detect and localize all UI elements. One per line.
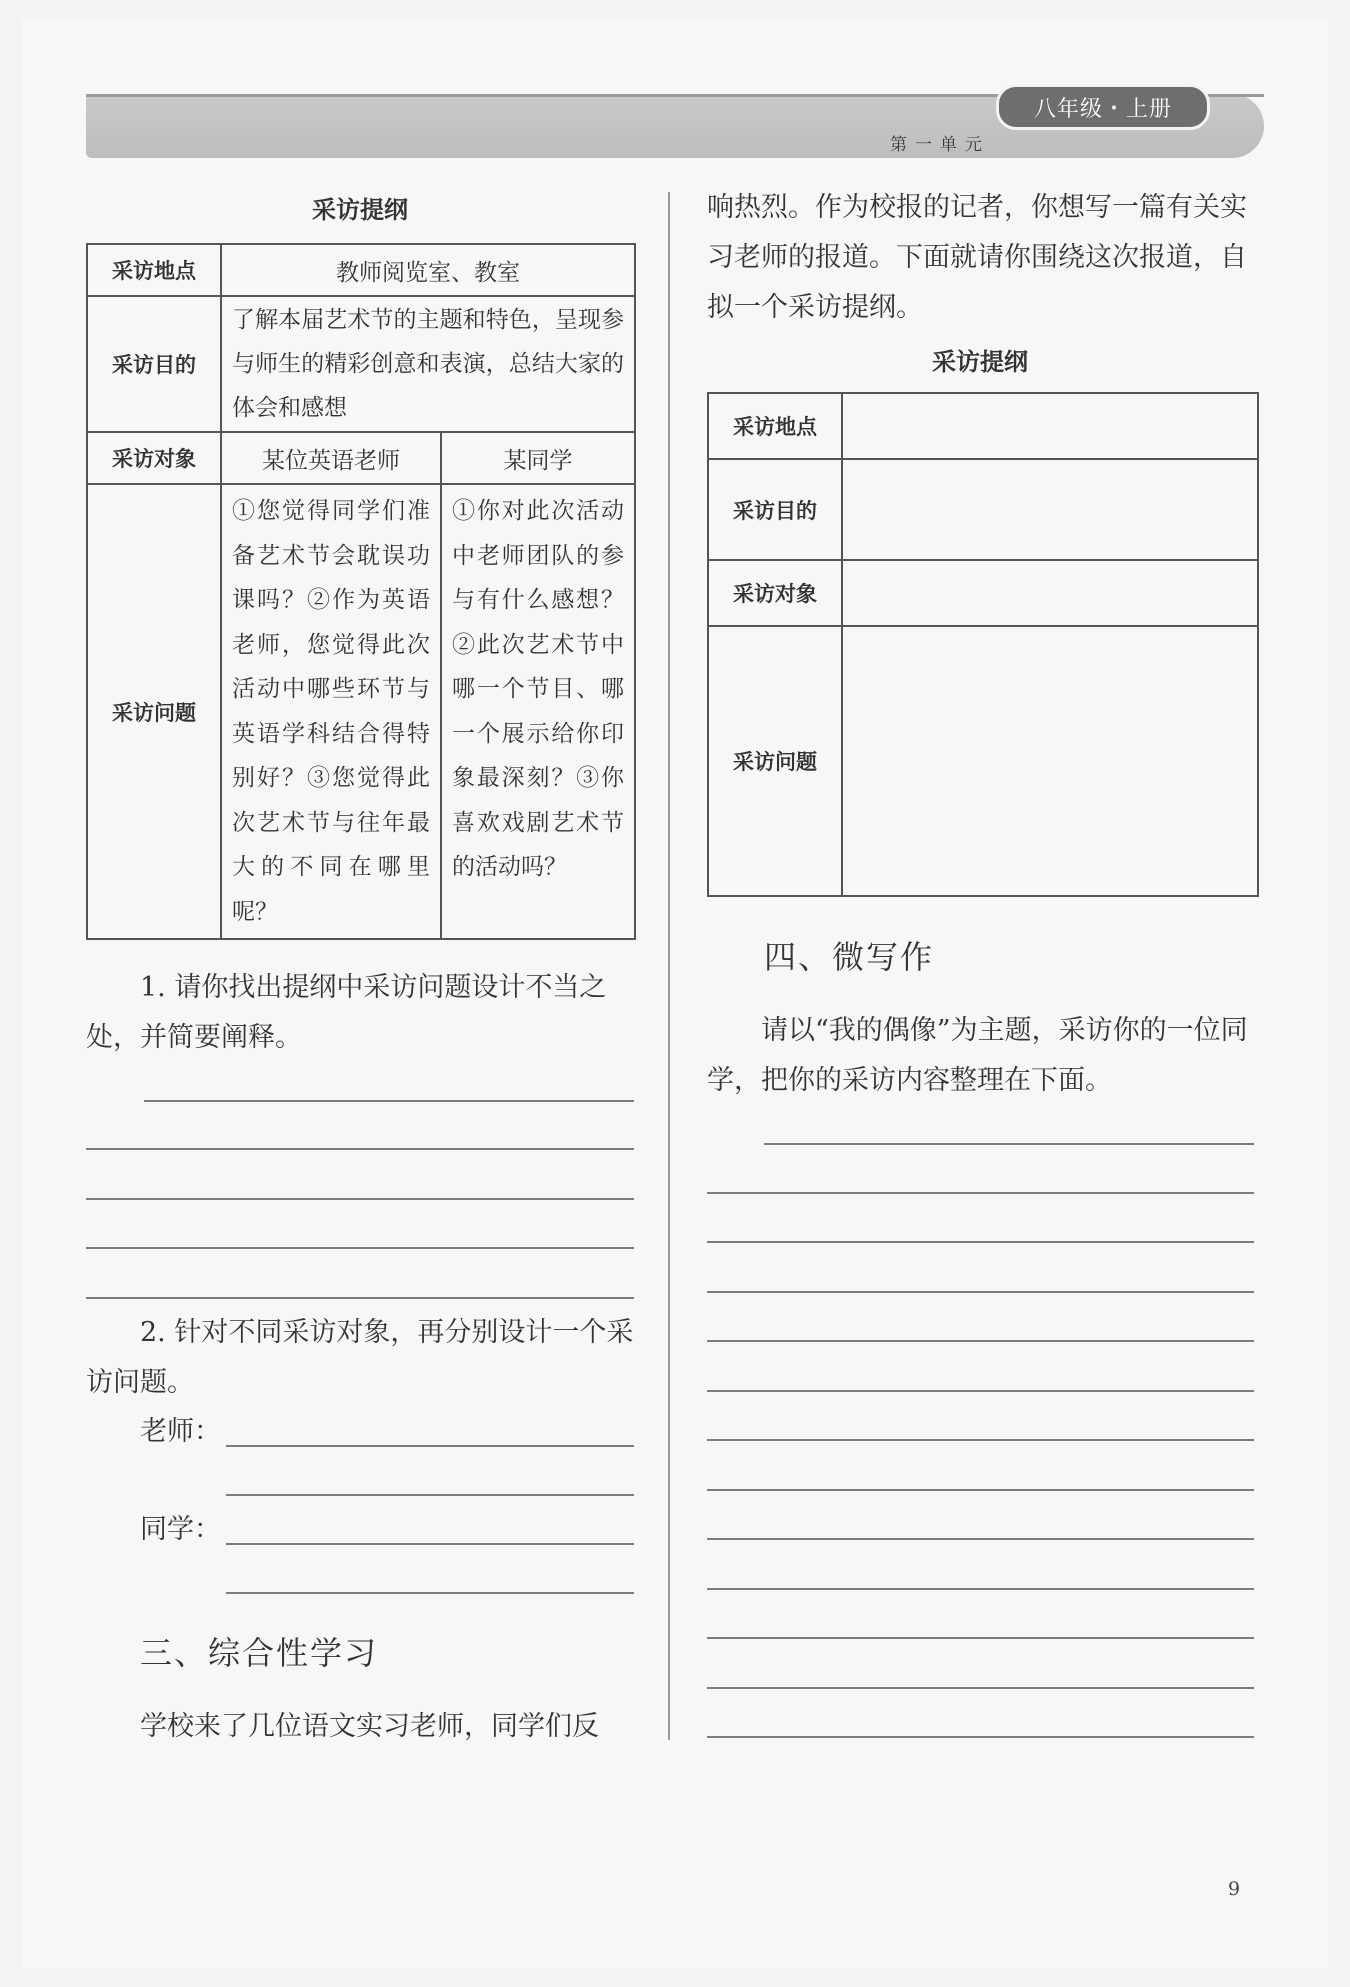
section-3-title: 三、综合性学习 xyxy=(140,1634,379,1672)
subject-label: 采访对象 xyxy=(708,560,842,626)
column-divider xyxy=(668,192,670,1740)
subject-answer-cell[interactable] xyxy=(842,560,1258,626)
writing-line[interactable] xyxy=(707,1439,1254,1441)
outline-title-left: 采访提纲 xyxy=(312,196,408,224)
answer-line[interactable] xyxy=(86,1198,634,1200)
table-row xyxy=(708,459,1258,560)
location-label: 采访地点 xyxy=(87,244,221,296)
writing-line[interactable] xyxy=(707,1687,1254,1689)
table-row xyxy=(87,484,635,939)
answer-line[interactable] xyxy=(144,1100,634,1102)
writing-line[interactable] xyxy=(707,1291,1254,1293)
table-row xyxy=(87,296,635,432)
table-row xyxy=(87,244,635,296)
subject-student: 某同学 xyxy=(441,432,635,484)
teacher-answer-line[interactable] xyxy=(226,1494,634,1496)
blank-outline-table xyxy=(707,392,1259,897)
student-label: 同学： xyxy=(140,1514,221,1545)
teacher-answer-line[interactable] xyxy=(226,1445,634,1447)
location-label: 采访地点 xyxy=(708,393,842,459)
answer-line[interactable] xyxy=(86,1148,634,1150)
questions-student: ①你对此次活动中老师团队的参与有什么感想？②此次艺术节中哪一个节目、哪一个展示给你印象最深刻？③你喜欢戏剧艺术节的活动吗？ xyxy=(441,484,635,939)
section-3-text: 学校来了几位语文实习老师，同学们反 xyxy=(140,1711,599,1742)
writing-line[interactable] xyxy=(707,1192,1254,1194)
student-answer-line[interactable] xyxy=(226,1543,634,1545)
teacher-label: 老师： xyxy=(140,1416,221,1447)
table-row xyxy=(708,626,1258,896)
writing-line[interactable] xyxy=(764,1143,1254,1145)
purpose-label: 采访目的 xyxy=(87,296,221,432)
question-1-text: 1. 请你找出提纲中采访问题设计不当之处，并简要阐释。 xyxy=(86,972,607,1053)
questions-answer-cell[interactable] xyxy=(842,626,1258,896)
answer-line[interactable] xyxy=(86,1247,634,1249)
purpose-value: 了解本届艺术节的主题和特色，呈现参与师生的精彩创意和表演，总结大家的体会和感想 xyxy=(221,296,635,432)
location-answer-cell[interactable] xyxy=(842,393,1258,459)
table-row xyxy=(87,432,635,484)
writing-line[interactable] xyxy=(707,1588,1254,1590)
questions-label: 采访问题 xyxy=(708,626,842,896)
writing-line[interactable] xyxy=(707,1538,1254,1540)
section-4-text: 请以“我的偶像”为主题，采访你的一位同学，把你的采访内容整理在下面。 xyxy=(707,1015,1248,1096)
grade-badge: 八年级・上册 xyxy=(996,84,1210,130)
questions-teacher: ①您觉得同学们准备艺术节会耽误功课吗？②作为英语老师，您觉得此次活动中哪些环节与英语学科结合得特别好？③您觉得此次艺术节与往年最大的不同在哪里呢？ xyxy=(221,484,441,939)
question-2-text: 2. 针对不同采访对象，再分别设计一个采访问题。 xyxy=(86,1317,634,1398)
writing-line[interactable] xyxy=(707,1340,1254,1342)
writing-line[interactable] xyxy=(707,1489,1254,1491)
writing-line[interactable] xyxy=(707,1736,1254,1738)
writing-line[interactable] xyxy=(707,1241,1254,1243)
sample-outline-table xyxy=(86,243,636,940)
answer-line[interactable] xyxy=(86,1297,634,1299)
location-value: 教师阅览室、教室 xyxy=(221,244,635,296)
unit-label: 第一单元 xyxy=(890,135,990,155)
purpose-answer-cell[interactable] xyxy=(842,459,1258,560)
writing-line[interactable] xyxy=(707,1637,1254,1639)
outline-title-right: 采访提纲 xyxy=(932,348,1028,376)
writing-line[interactable] xyxy=(707,1390,1254,1392)
subject-teacher: 某位英语老师 xyxy=(221,432,441,484)
student-answer-line[interactable] xyxy=(226,1592,634,1594)
purpose-label: 采访目的 xyxy=(708,459,842,560)
questions-label: 采访问题 xyxy=(87,484,221,939)
table-row xyxy=(708,560,1258,626)
page-number: 9 xyxy=(1228,1878,1241,1900)
subject-label: 采访对象 xyxy=(87,432,221,484)
section-3-continued-text: 响热烈。作为校报的记者，你想写一篇有关实习老师的报道。下面就请你围绕这次报道，自拟一个采访提纲。 xyxy=(707,192,1247,323)
section-4-title: 四、微写作 xyxy=(764,938,935,976)
table-row xyxy=(708,393,1258,459)
